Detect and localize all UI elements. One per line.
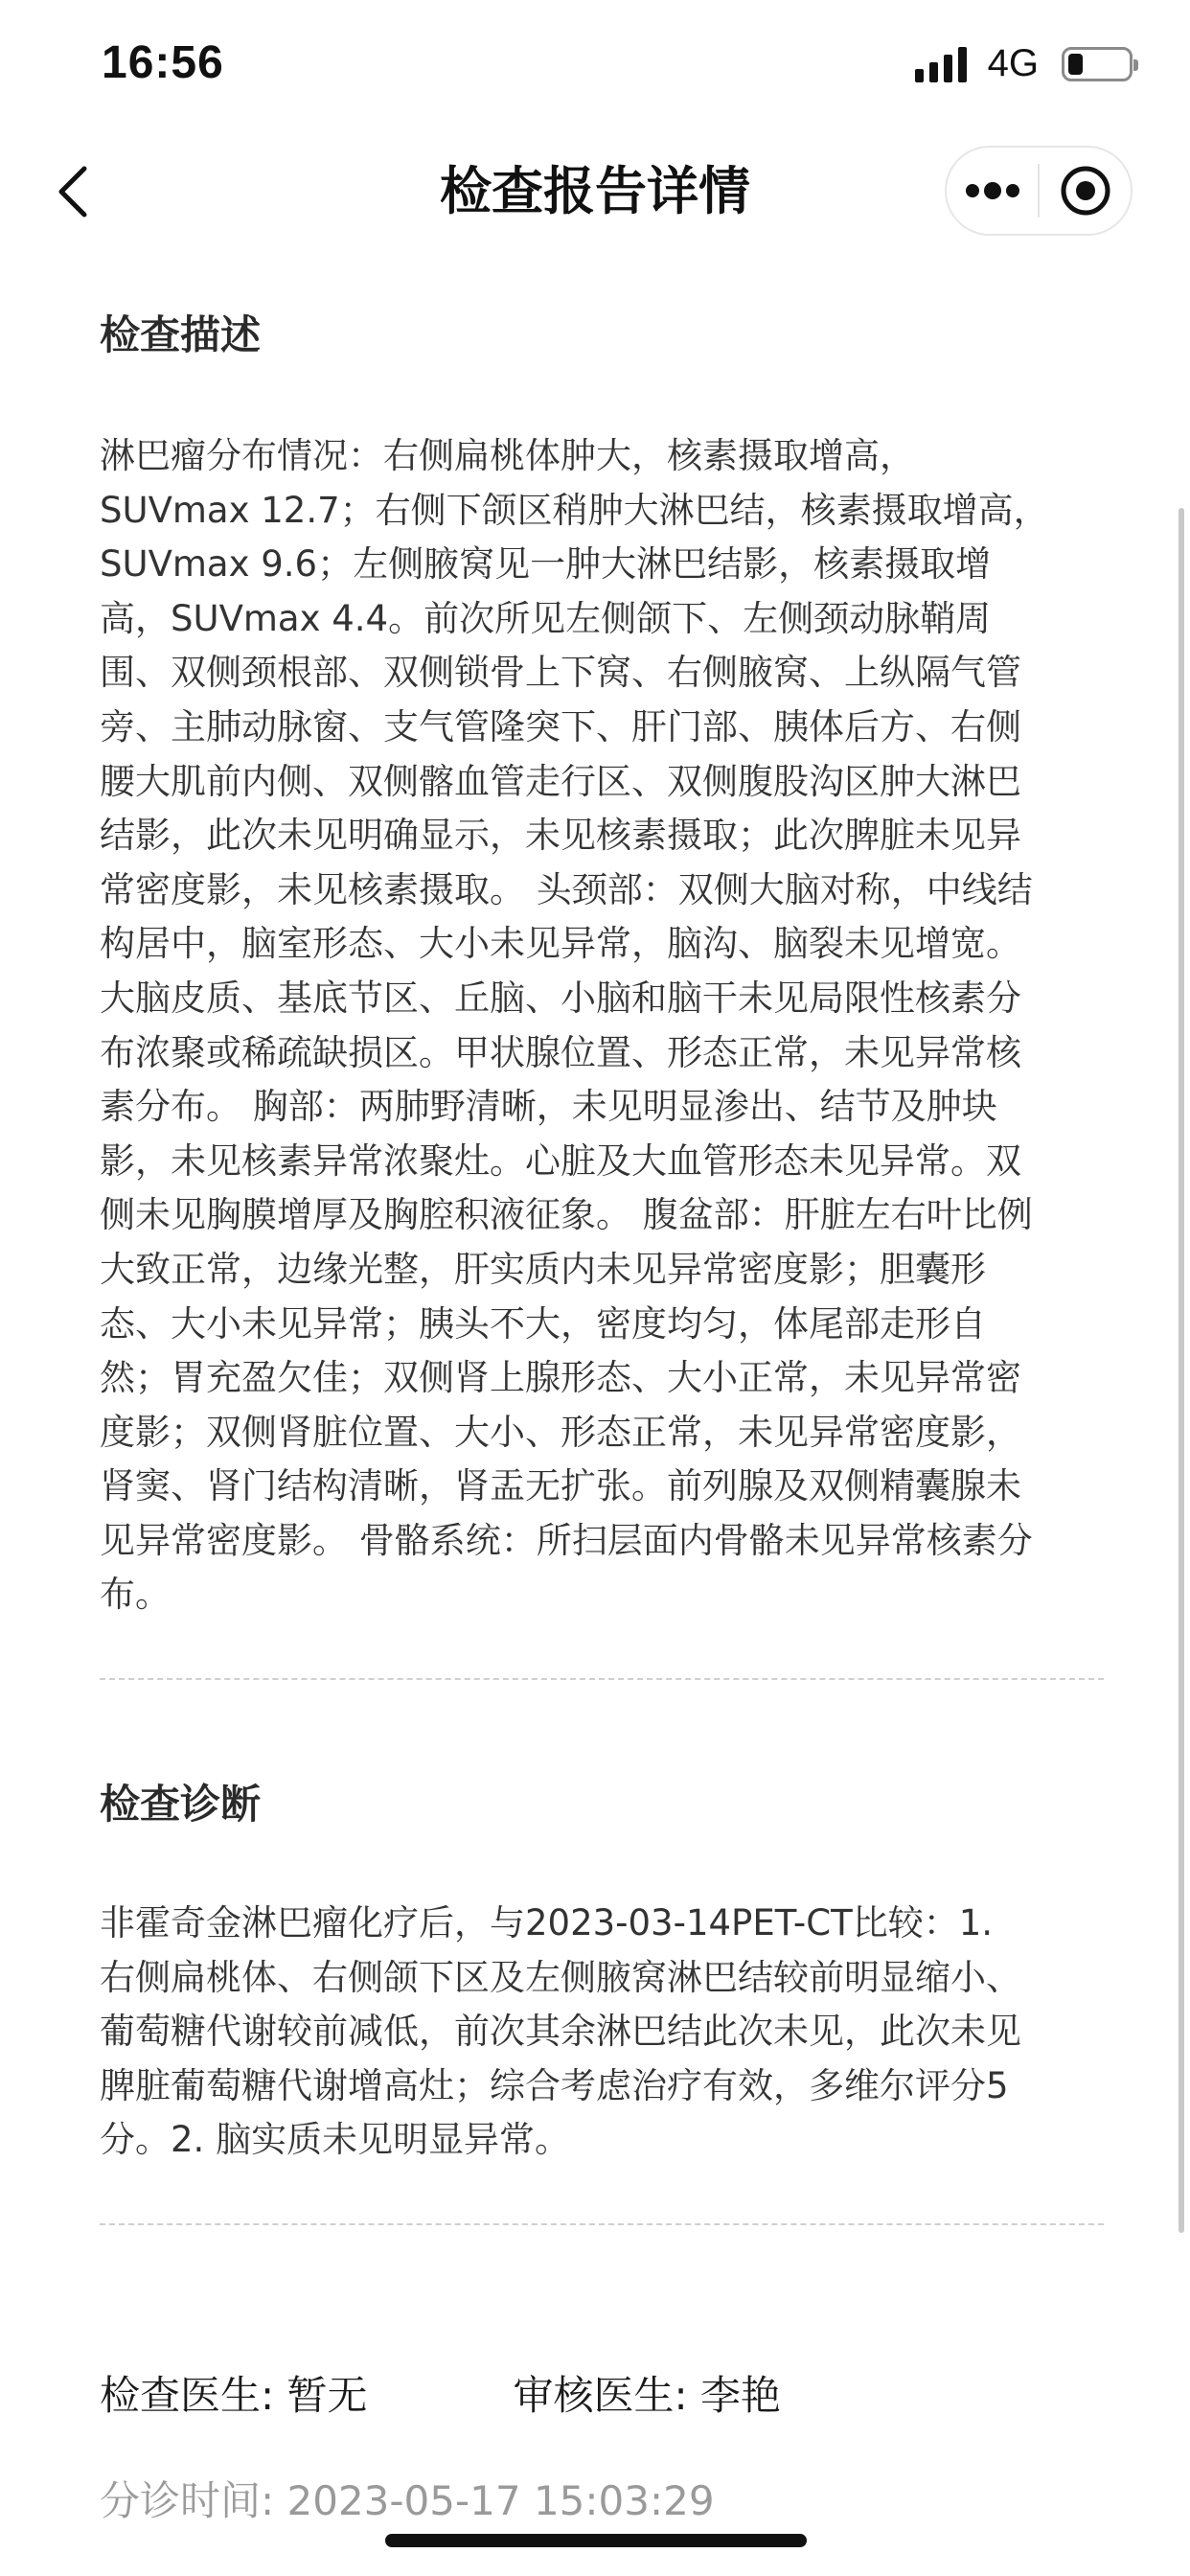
exam-doctor-value: 暂无 — [286, 2372, 368, 2420]
exam-doctor — [100, 2367, 368, 2425]
section-divider — [100, 2223, 1104, 2225]
target-circle-icon — [1059, 164, 1112, 218]
description-line: 布。 — [100, 1574, 171, 1616]
description-line: SUVmax 9.6；左侧腋窝见一肿大淋巴结影，核素摄取增 — [100, 543, 992, 586]
diagnosis-line: 葡萄糖代谢较前减低，前次其余淋巴结此次未见，此次未见 — [100, 2011, 1021, 2053]
exam-doctor-label: 检查医生: — [100, 2372, 287, 2420]
description-line: 大致正常，边缘光整，肝实质内未见异常密度影；胆囊形 — [100, 1248, 986, 1290]
description-line: 布浓聚或稀疏缺损区。甲状腺位置、形态正常，未见异常核 — [100, 1031, 1021, 1073]
navigation-bar — [0, 134, 1190, 249]
network-type: 4G — [987, 42, 1039, 84]
diagnosis-line: 右侧扁桃体、右侧颌下区及左侧腋窝淋巴结较前明显缩小、 — [100, 1956, 1021, 1998]
description-line: 影，未见核素异常浓聚灶。心脏及大血管形态未见异常。双 — [100, 1139, 1021, 1182]
diagnosis-text — [100, 1897, 1104, 2168]
diagnosis-line: 非霍奇金淋巴瘤化疗后，与2023-03-14PET-CT比较：1. — [100, 1902, 994, 1944]
report-content — [100, 288, 1104, 2530]
description-line: 侧未见胸膜增厚及胸腔积液征象。 腹盆部：肝脏左右叶比例 — [100, 1194, 1033, 1236]
home-indicator[interactable] — [385, 2534, 807, 2547]
visit-time-value: 2023-05-17 15:03:29 — [286, 2477, 715, 2525]
more-dots-icon — [963, 181, 1022, 200]
description-text — [100, 429, 1104, 1622]
visit-time — [100, 2472, 1104, 2530]
description-line: 见异常密度影。 骨骼系统：所扫层面内骨骼未见异常核素分 — [100, 1519, 1033, 1561]
status-icons — [915, 42, 1133, 85]
review-doctor-label: 审核医生: — [513, 2372, 701, 2420]
page-title: 检查报告详情 — [440, 161, 750, 221]
description-line: 然；胃充盈欠佳；双侧肾上腺形态、大小正常，未见异常密 — [100, 1357, 1021, 1399]
description-line: 围、双侧颈根部、双侧锁骨上下窝、右侧腋窝、上纵隔气管 — [100, 652, 1021, 694]
description-heading: 检查描述 — [100, 311, 262, 358]
battery-icon — [1062, 47, 1133, 81]
status-time: 16:56 — [102, 37, 224, 88]
description-line: 常密度影，未见核素摄取。 头颈部：双侧大脑对称，中线结 — [100, 868, 1033, 910]
description-line: SUVmax 12.7；右侧下颌区稍肿大淋巴结，核素摄取增高， — [100, 489, 1049, 531]
review-doctor — [514, 2367, 782, 2425]
description-line: 素分布。 胸部：两肺野清晰，未见明显渗出、结节及肿块 — [100, 1086, 997, 1128]
description-line: 构居中，脑室形态、大小未见异常，脑沟、脑裂未见增宽。 — [100, 923, 1021, 965]
description-line: 淋巴瘤分布情况：右侧扁桃体肿大，核素摄取增高， — [100, 435, 915, 476]
description-line: 旁、主肺动脉窗、支气管隆突下、肝门部、胰体后方、右侧 — [100, 705, 1021, 748]
close-mini-program-button[interactable] — [1040, 148, 1131, 234]
review-doctor-value: 李艳 — [700, 2372, 782, 2420]
description-line: 结影，此次未见明确显示，未见核素摄取；此次脾脏未见异 — [100, 815, 1021, 857]
description-line: 度影；双侧肾脏位置、大小、形态正常，未见异常密度影， — [100, 1411, 1021, 1453]
doctors-row — [100, 2367, 1104, 2425]
description-line: 高，SUVmax 4.4。前次所见左侧颌下、左侧颈动脉鞘周 — [100, 597, 992, 639]
diagnosis-line: 脾脏葡萄糖代谢增高灶；综合考虑治疗有效，多维尔评分5 — [100, 2064, 1009, 2106]
description-line: 态、大小未见异常；胰头不大，密度均匀，体尾部走形自 — [100, 1302, 986, 1345]
description-line: 腰大肌前内侧、双侧髂血管走行区、双侧腹股沟区肿大淋巴 — [100, 760, 1021, 802]
description-line: 肾窦、肾门结构清晰，肾盂无扩张。前列腺及双侧精囊腺未 — [100, 1465, 1021, 1507]
more-button[interactable] — [947, 148, 1038, 234]
description-line: 大脑皮质、基底节区、丘脑、小脑和脑干未见局限性核素分 — [100, 977, 1021, 1019]
scrollbar[interactable] — [1179, 508, 1184, 2233]
status-bar — [0, 0, 1190, 134]
mini-program-capsule — [945, 146, 1133, 236]
section-divider — [100, 1678, 1104, 1680]
diagnosis-line: 分。2. 脑实质未见明显异常。 — [100, 2119, 571, 2161]
signal-icon — [915, 46, 967, 82]
diagnosis-heading: 检查诊断 — [100, 1781, 262, 1828]
battery-level — [1068, 54, 1083, 75]
visit-time-label: 分诊时间: — [100, 2477, 287, 2525]
